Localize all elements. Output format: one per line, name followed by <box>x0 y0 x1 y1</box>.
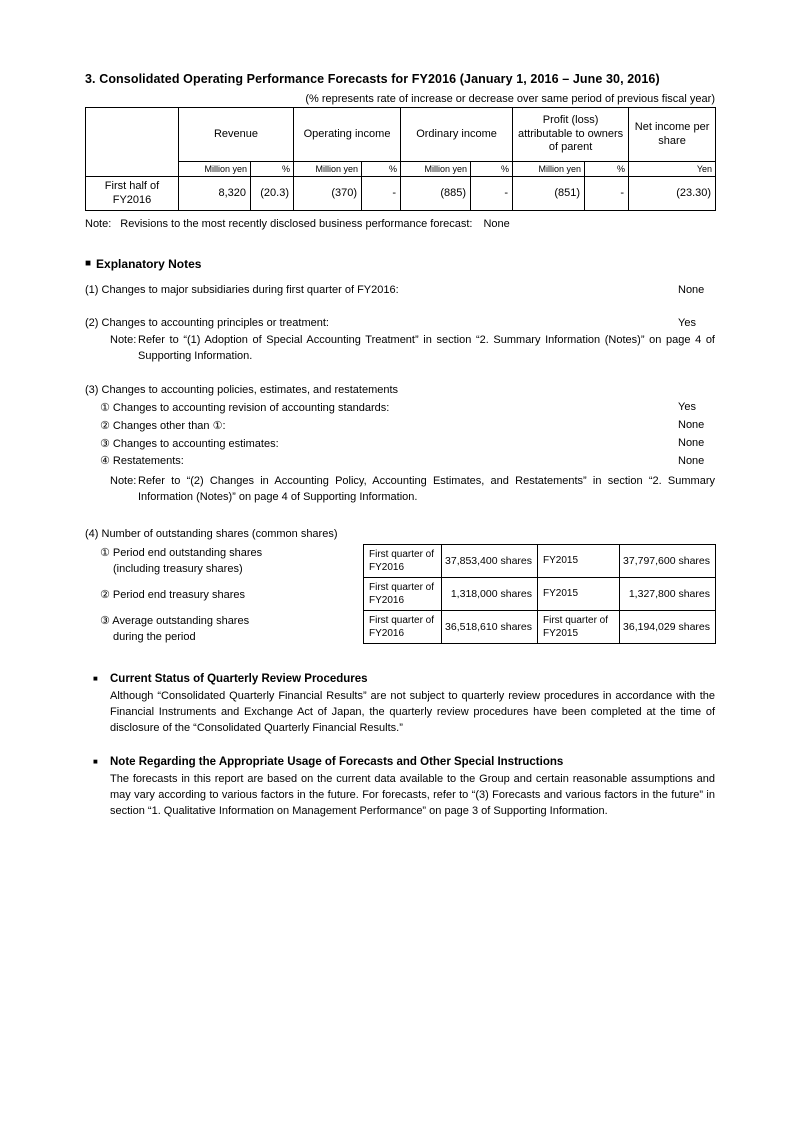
share-label-line1: ① Period end outstanding shares <box>100 546 263 559</box>
usage-heading <box>93 756 715 768</box>
note-text: Refer to “(2) Changes in Accounting Policy, Accounting Estimates, and Restatements” in section “2. Summary Information (Notes)” on page 4 of Supporting Information. <box>138 474 715 504</box>
item-changes-accounting-principles <box>85 317 715 329</box>
item-label: (4) Number of outstanding shares (common shares) <box>85 527 338 540</box>
value-cell-profit-pct: - <box>585 177 629 211</box>
usage-heading-text: Note Regarding the Appropriate Usage of Forecasts and Other Special Instructions <box>110 755 564 768</box>
subitem-changes-other <box>100 416 715 434</box>
share-label-average-outstanding <box>100 612 363 646</box>
item-value: Yes <box>678 316 696 329</box>
period-cell: First quarter of FY2016 <box>364 577 442 610</box>
shares-value-cell: 1,327,800 shares <box>620 577 716 610</box>
shares-value-cell: 36,194,029 shares <box>620 610 716 643</box>
subitem-label: ① Changes to accounting revision of accounting standards: <box>100 401 390 414</box>
subitem-label: ④ Restatements: <box>100 455 184 468</box>
share-label-line1: ② Period end treasury shares <box>100 588 245 601</box>
note-text: Refer to “(1) Adoption of Special Accounting Treatment” in section “2. Summary Information (Notes)” on page 4 of Supporting Information. <box>138 333 715 363</box>
period-cell: First quarter of FY2015 <box>538 610 620 643</box>
note-label: Note: <box>110 474 137 487</box>
shares-value-cell: 36,518,610 shares <box>442 610 538 643</box>
square-bullet-icon: ■ <box>93 757 98 767</box>
subitem-restatements <box>100 452 715 470</box>
note-text: Revisions to the most recently disclosed business performance forecast: <box>120 217 473 230</box>
period-cell: FY2015 <box>538 577 620 610</box>
note-value: None <box>483 217 510 230</box>
subitem-value: None <box>678 454 705 467</box>
review-body: Although “Consolidated Quarterly Financial Results” are not subject to quarterly review procedures in accordance with the Financial Instruments and Exchange Act of Japan, the quarterly review procedures have been completed at the time of disclosure of the “Consolidated Quarterly Financial Results.” <box>110 689 715 734</box>
unit-cell: % <box>471 162 513 177</box>
note-label: Note: <box>110 333 137 346</box>
unit-cell: Million yen <box>294 162 362 177</box>
value-cell-ordinary-income: (885) <box>401 177 471 211</box>
value-cell-operating-income-pct: - <box>362 177 401 211</box>
item-label: (1) Changes to major subsidiaries during first quarter of FY2016: <box>85 283 399 296</box>
corner-cell <box>86 108 179 177</box>
accounting-policy-sublist <box>100 399 715 470</box>
item-changes-accounting-policies <box>85 384 715 396</box>
share-label-treasury-shares <box>100 578 363 612</box>
square-bullet-icon: ■ <box>85 258 92 270</box>
value-cell-profit: (851) <box>513 177 585 211</box>
share-label-period-end-outstanding <box>100 544 363 578</box>
subitem-changes-estimates <box>100 434 715 452</box>
forecast-unit-row <box>86 162 716 177</box>
review-heading <box>93 673 715 685</box>
shares-section <box>85 544 715 646</box>
value-cell-ordinary-income-pct: - <box>471 177 513 211</box>
unit-cell: Million yen <box>513 162 585 177</box>
forecast-header-row <box>86 108 716 162</box>
unit-cell: Million yen <box>179 162 251 177</box>
forecast-table-note <box>85 218 715 230</box>
unit-cell: % <box>362 162 401 177</box>
unit-cell: Million yen <box>401 162 471 177</box>
subitem-value: Yes <box>678 401 696 414</box>
value-cell-revenue: 8,320 <box>179 177 251 211</box>
item-label: (2) Changes to accounting principles or treatment: <box>85 316 329 329</box>
item-label: (3) Changes to accounting policies, estimates, and restatements <box>85 383 399 396</box>
forecast-table <box>85 107 716 211</box>
unit-cell: % <box>585 162 629 177</box>
review-heading-text: Current Status of Quarterly Review Procedures <box>110 672 368 685</box>
explanatory-notes-heading-text: Explanatory Notes <box>96 256 202 271</box>
shares-row <box>364 577 716 610</box>
period-cell: First quarter of FY2016 <box>364 610 442 643</box>
col-header-revenue: Revenue <box>179 108 294 162</box>
period-cell: First quarter of FY2016 <box>364 544 442 577</box>
forecast-data-row <box>86 177 716 211</box>
section-title: 3. Consolidated Operating Performance Forecasts for FY2016 (January 1, 2016 – June 30, 2016) <box>85 72 660 86</box>
square-bullet-icon: ■ <box>93 674 98 684</box>
share-label-line1: ③ Average outstanding shares <box>100 614 250 627</box>
subitem-label: ② Changes other than ①: <box>100 419 226 432</box>
row-label-first-half-fy2016: First half of FY2016 <box>86 177 179 211</box>
shares-row <box>364 610 716 643</box>
share-label-line2: during the period <box>113 630 196 643</box>
item2-note <box>110 332 715 365</box>
value-cell-operating-income: (370) <box>294 177 362 211</box>
item-number-outstanding-shares <box>85 528 715 540</box>
shares-value-cell: 1,318,000 shares <box>442 577 538 610</box>
value-cell-revenue-pct: (20.3) <box>251 177 294 211</box>
subitem-label: ③ Changes to accounting estimates: <box>100 437 279 450</box>
item3-note <box>110 473 715 506</box>
shares-table <box>363 544 716 644</box>
shares-row <box>364 544 716 577</box>
note-label: Note: <box>85 217 112 230</box>
subitem-value: None <box>678 437 705 450</box>
unit-cell: Yen <box>629 162 716 177</box>
col-header-operating-income: Operating income <box>294 108 401 162</box>
table-caption: (% represents rate of increase or decrease over same period of previous fiscal year) <box>305 93 715 105</box>
subitem-value: None <box>678 419 705 432</box>
item-value: None <box>678 283 705 296</box>
value-cell-net-income-per-share: (23.30) <box>629 177 716 211</box>
share-label-line2: (including treasury shares) <box>113 562 243 575</box>
col-header-net-income-per-share: Net income per share <box>629 108 716 162</box>
item-changes-to-subsidiaries <box>85 284 715 296</box>
usage-body: The forecasts in this report are based on the current data available to the Group and certain reasonable assumptions and may vary according to various factors in the future. For forecasts, refer to “(3) Forecasts and various factors in the future” in section “1. Qualitative Information on Management Performance” on page 3 of Supporting Information. <box>110 772 715 817</box>
period-cell: FY2015 <box>538 544 620 577</box>
explanatory-notes-heading <box>85 257 715 271</box>
shares-value-cell: 37,797,600 shares <box>620 544 716 577</box>
col-header-profit-attributable: Profit (loss) attributable to owners of parent <box>513 108 629 162</box>
col-header-ordinary-income: Ordinary income <box>401 108 513 162</box>
share-labels <box>85 544 363 646</box>
subitem-changes-accounting-standards <box>100 399 715 417</box>
shares-value-cell: 37,853,400 shares <box>442 544 538 577</box>
unit-cell: % <box>251 162 294 177</box>
